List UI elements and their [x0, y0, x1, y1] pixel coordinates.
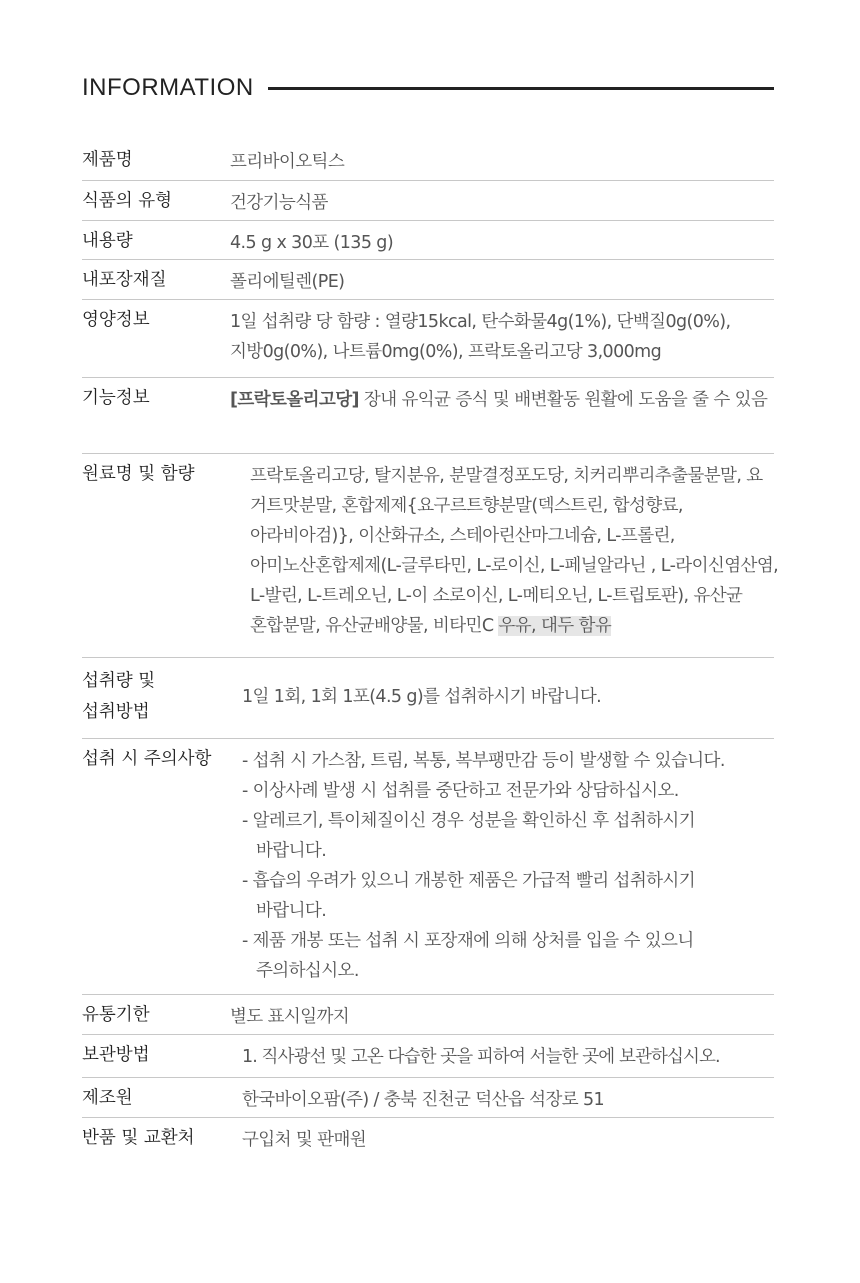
- allergen-notice: 우유, 대두 함유: [498, 616, 612, 636]
- row-value: 별도 표시일까지: [230, 1007, 350, 1027]
- row-value: 4.5 g x 30포 (135 g): [230, 233, 394, 253]
- precaution-item: - 제품 개봉 또는 섭취 시 포장재에 의해 상처를 입을 수 있으니 주의하십시오.: [242, 931, 694, 981]
- row-label: 내포장재질: [82, 270, 167, 290]
- row-nutrition: [82, 300, 774, 378]
- row-packaging: [82, 260, 774, 300]
- row-returns: [82, 1118, 774, 1158]
- product-info-table: [82, 140, 779, 1158]
- section-title: INFORMATION: [82, 74, 254, 101]
- row-label: 보관방법: [82, 1045, 150, 1065]
- row-value: 1. 직사광선 및 고온 다습한 곳을 피하여 서늘한 곳에 보관하십시오.: [242, 1047, 720, 1067]
- row-label: [82, 666, 230, 728]
- row-label: 제조원: [82, 1088, 133, 1108]
- row-intake-method: [82, 658, 774, 739]
- row-label: 섭취 시 주의사항: [82, 749, 212, 769]
- row-label: 반품 및 교환처: [82, 1128, 195, 1148]
- row-label: 내용량: [82, 231, 133, 251]
- function-text: 장내 유익균 증식 및 배변활동 원활에 도움을 줄 수 있음: [358, 390, 768, 410]
- row-label: 원료명 및 함량: [82, 464, 195, 484]
- precautions-list: [242, 746, 754, 986]
- row-value: 건강기능식품: [230, 193, 328, 213]
- row-value: [230, 746, 774, 987]
- row-label: 영양정보: [82, 310, 150, 330]
- row-function: [82, 378, 774, 454]
- precaution-item: - 알레르기, 특이체질이신 경우 성분을 확인하신 후 섭취하시기 바랍니다.: [242, 811, 696, 861]
- row-value: 폴리에틸렌(PE): [230, 272, 345, 292]
- row-value: [230, 385, 774, 446]
- row-label: 기능정보: [82, 388, 150, 408]
- row-net-content: [82, 221, 774, 260]
- label-line: 섭취방법: [82, 701, 150, 722]
- row-value: 프리바이오틱스: [230, 152, 345, 172]
- section-header: [82, 72, 774, 104]
- row-value: 한국바이오팜(주) / 충북 진천군 덕산읍 석장로 51: [242, 1090, 605, 1110]
- precaution-item: - 이상사례 발생 시 섭취를 중단하고 전문가와 상담하십시오.: [242, 781, 679, 801]
- row-label: 제품명: [82, 150, 133, 170]
- row-product-name: [82, 140, 774, 181]
- row-precautions: [82, 739, 774, 995]
- row-label: 유통기한: [82, 1005, 150, 1025]
- precaution-item: - 흡습의 우려가 있으니 개봉한 제품은 가급적 빨리 섭취하시기 바랍니다.: [242, 871, 696, 921]
- ingredients-text: 프락토올리고당, 탈지분유, 분말결정포도당, 치커리뿌리추출물분말, 요 거트맛분말, 혼합제제{요구르트향분말(덱스트린, 합성향료, 아라비아검)}, 이산화규소, 스테아린산마그네슘, L-프롤린, 아미노산혼합제제(L-글루타민, L-로이신, L-페닐알라닌 , L-라이신염산염, L-발린, L-트레오닌, L-이 소로이신, L-메티오닌, L-트립토판), 유산균 혼합분말, 유산균배양물, 비타민C: [250, 466, 779, 636]
- row-ingredients: [82, 454, 779, 658]
- row-storage: [82, 1035, 774, 1078]
- label-line: 섭취량 및: [82, 670, 156, 691]
- row-value: 구입처 및 판매원: [242, 1130, 367, 1150]
- row-manufacturer: [82, 1078, 774, 1118]
- row-value: [230, 461, 780, 650]
- row-value: 1일 1회, 1회 1포(4.5 g)를 섭취하시기 바랍니다.: [242, 686, 602, 707]
- row-value: 1일 섭취량 당 함량 : 열량15kcal, 탄수화물4g(1%), 단백질0g(0%), 지방0g(0%), 나트륨0mg(0%), 프락토올리고당 3,000mg: [230, 312, 731, 362]
- title-rule: [268, 87, 774, 90]
- function-ingredient: [프락토올리고당]: [230, 390, 359, 410]
- row-food-type: [82, 181, 774, 221]
- row-label: 식품의 유형: [82, 191, 173, 211]
- precaution-item: - 섭취 시 가스참, 트림, 복통, 복부팽만감 등이 발생할 수 있습니다.: [242, 751, 725, 771]
- row-expiry: [82, 995, 774, 1035]
